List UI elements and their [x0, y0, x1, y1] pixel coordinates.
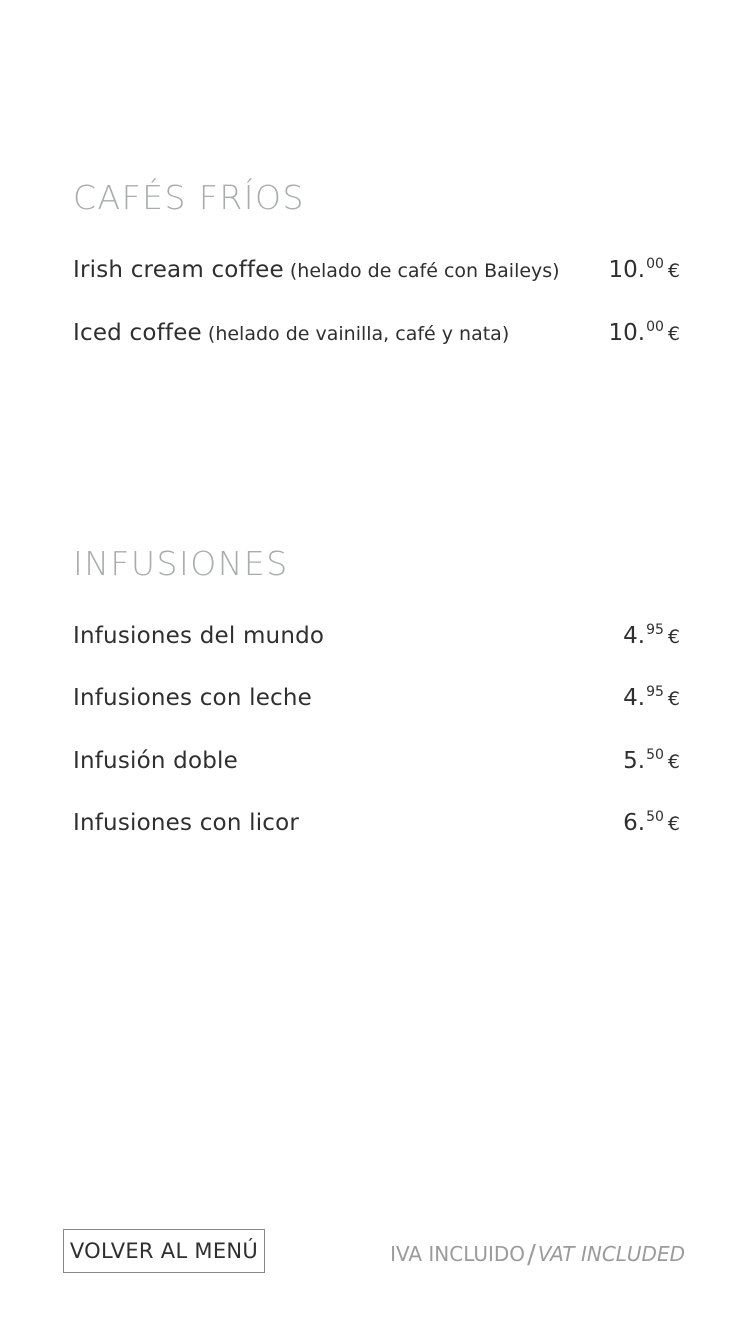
section-title-infusiones: INFUSIONES — [73, 544, 289, 583]
item-price: 6.50 € — [623, 809, 680, 836]
item-name: Irish cream coffee — [73, 257, 284, 283]
item-price: 4.95 € — [623, 684, 680, 711]
item-name: Infusiones con leche — [73, 685, 313, 711]
menu-item — [73, 256, 680, 296]
item-name: Infusión doble — [73, 748, 238, 774]
item-price: 5.50 € — [623, 747, 680, 774]
vat-note-separator: / — [527, 1240, 536, 1270]
item-name: Infusiones con licor — [73, 810, 300, 836]
vat-note-en: VAT INCLUDED — [537, 1242, 685, 1266]
item-price: 4.95 € — [623, 622, 680, 649]
section-title-cafes-frios: CAFÉS FRÍOS — [73, 178, 305, 217]
vat-note-es: IVA INCLUIDO — [390, 1242, 526, 1266]
item-name: Infusiones del mundo — [73, 623, 325, 649]
menu-item — [73, 684, 680, 724]
item-name: Iced coffee — [73, 320, 202, 346]
vat-note — [390, 1240, 685, 1270]
menu-item — [73, 747, 680, 787]
back-to-menu-button[interactable]: VOLVER AL MENÚ — [63, 1229, 265, 1273]
item-description: (helado de café con Baileys) — [289, 260, 560, 282]
item-price: 10.00 € — [608, 256, 680, 283]
item-price: 10.00 € — [608, 319, 680, 346]
menu-item — [73, 319, 680, 359]
menu-item — [73, 809, 680, 849]
menu-item — [73, 622, 680, 662]
item-description: (helado de vainilla, café y nata) — [207, 323, 510, 345]
